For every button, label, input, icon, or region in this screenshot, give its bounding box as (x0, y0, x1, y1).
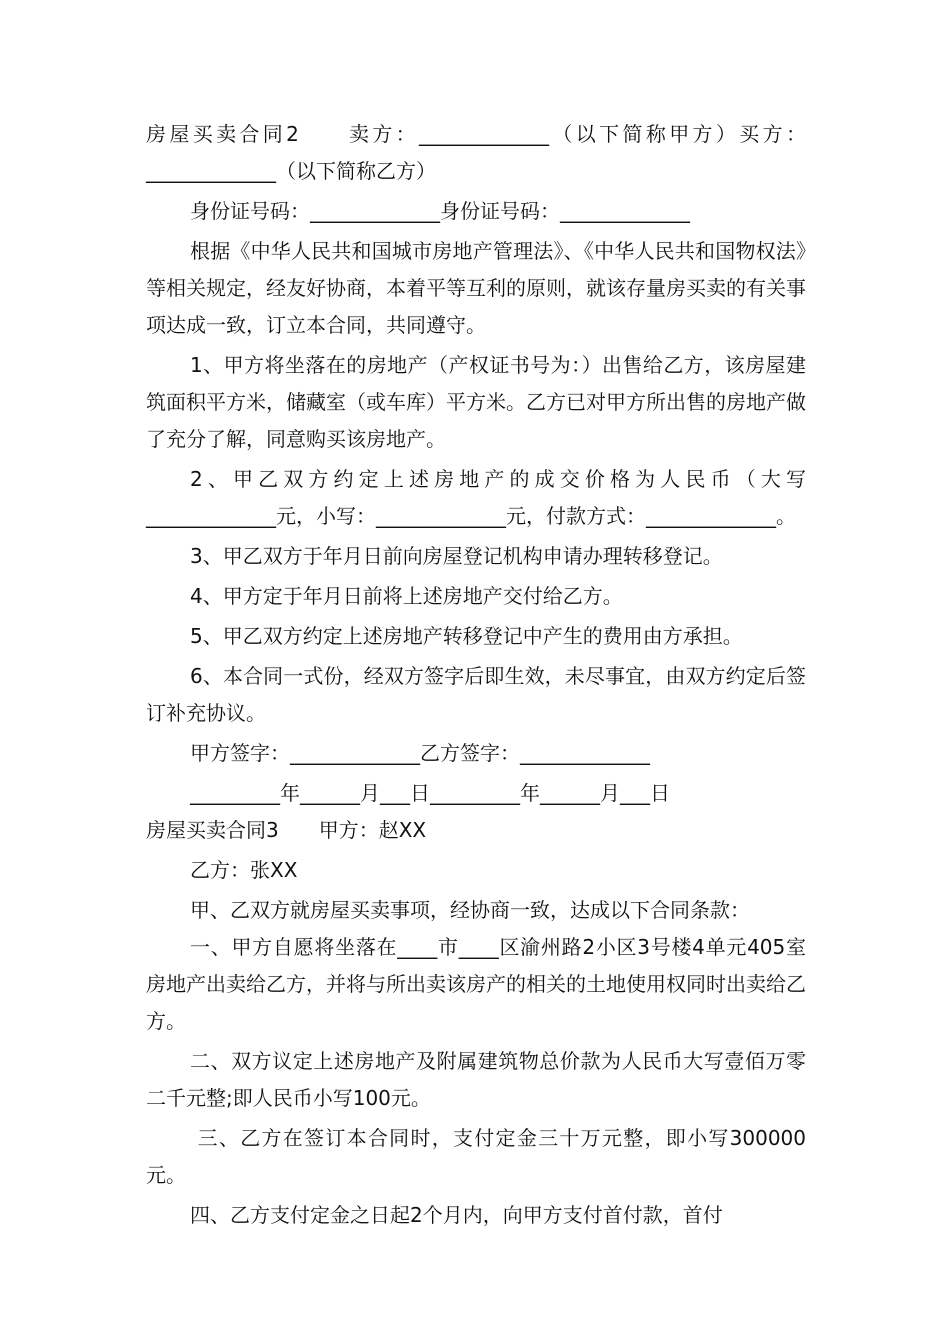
contract3-clause-4: 四、乙方支付定金之日起2个月内，向甲方支付首付款，首付 (190, 1203, 723, 1227)
clause-4: 4、甲方定于年月日前将上述房地产交付给乙方。 (190, 584, 623, 608)
clause-2: 2、甲乙双方约定上述房地产的成交价格为人民币（大写_____________元，小写：_____________元，付款方式：_____________。 (146, 467, 806, 528)
clause-5: 5、甲乙双方约定上述房地产转移登记中产生的费用由方承担。 (190, 624, 743, 648)
clause-3: 3、甲乙双方于年月日前向房屋登记机构申请办理转移登记。 (190, 544, 723, 568)
contract3-clause-3: 三、乙方在签订本合同时，支付定金三十万元整，即小写300000元。 (146, 1126, 806, 1187)
date-line: _________年______月___日_________年______月___日 (190, 781, 670, 805)
clause-1: 1、甲方将坐落在的房地产（产权证书号为：）出售给乙方，该房屋建筑面积平方米，储藏室（或车库）平方米。乙方已对甲方所出售的房地产做了充分了解，同意购买该房地产。 (146, 353, 806, 451)
contract3-clause-2: 二、双方议定上述房地产及附属建筑物总价款为人民币大写壹佰万零二千元整;即人民币小写100元。 (146, 1049, 806, 1110)
document-body (146, 116, 806, 1234)
clause-6: 6、本合同一式份，经双方签字后即生效，未尽事宜，由双方约定后签订补充协议。 (146, 664, 806, 725)
signature-line: 甲方签字：_____________乙方签字：_____________ (190, 741, 650, 765)
id-number-line: 身份证号码：_____________身份证号码：_____________ (190, 199, 690, 223)
preamble-paragraph: 根据《中华人民共和国城市房地产管理法》、《中华人民共和国物权法》等相关规定，经友好协商，本着平等互利的原则，就该存量房买卖的有关事项达成一致，订立本合同，共同遵守。 (146, 239, 806, 337)
contract3-title-party-a: 房屋买卖合同3 甲方：赵XX (146, 818, 427, 842)
contract2-title-and-parties: 房屋买卖合同2 卖方：_____________（以下简称甲方）买方：_____________（以下简称乙方） (146, 122, 806, 183)
contract3-clause-1: 一、甲方自愿将坐落在____市____区渝州路2小区3号楼4单元405室房地产出卖给乙方，并将与所出卖该房产的相关的土地使用权同时出卖给乙方。 (146, 935, 806, 1033)
contract3-intro: 甲、乙双方就房屋买卖事项，经协商一致，达成以下合同条款： (190, 898, 750, 922)
contract3-party-b: 乙方：张XX (190, 858, 298, 882)
